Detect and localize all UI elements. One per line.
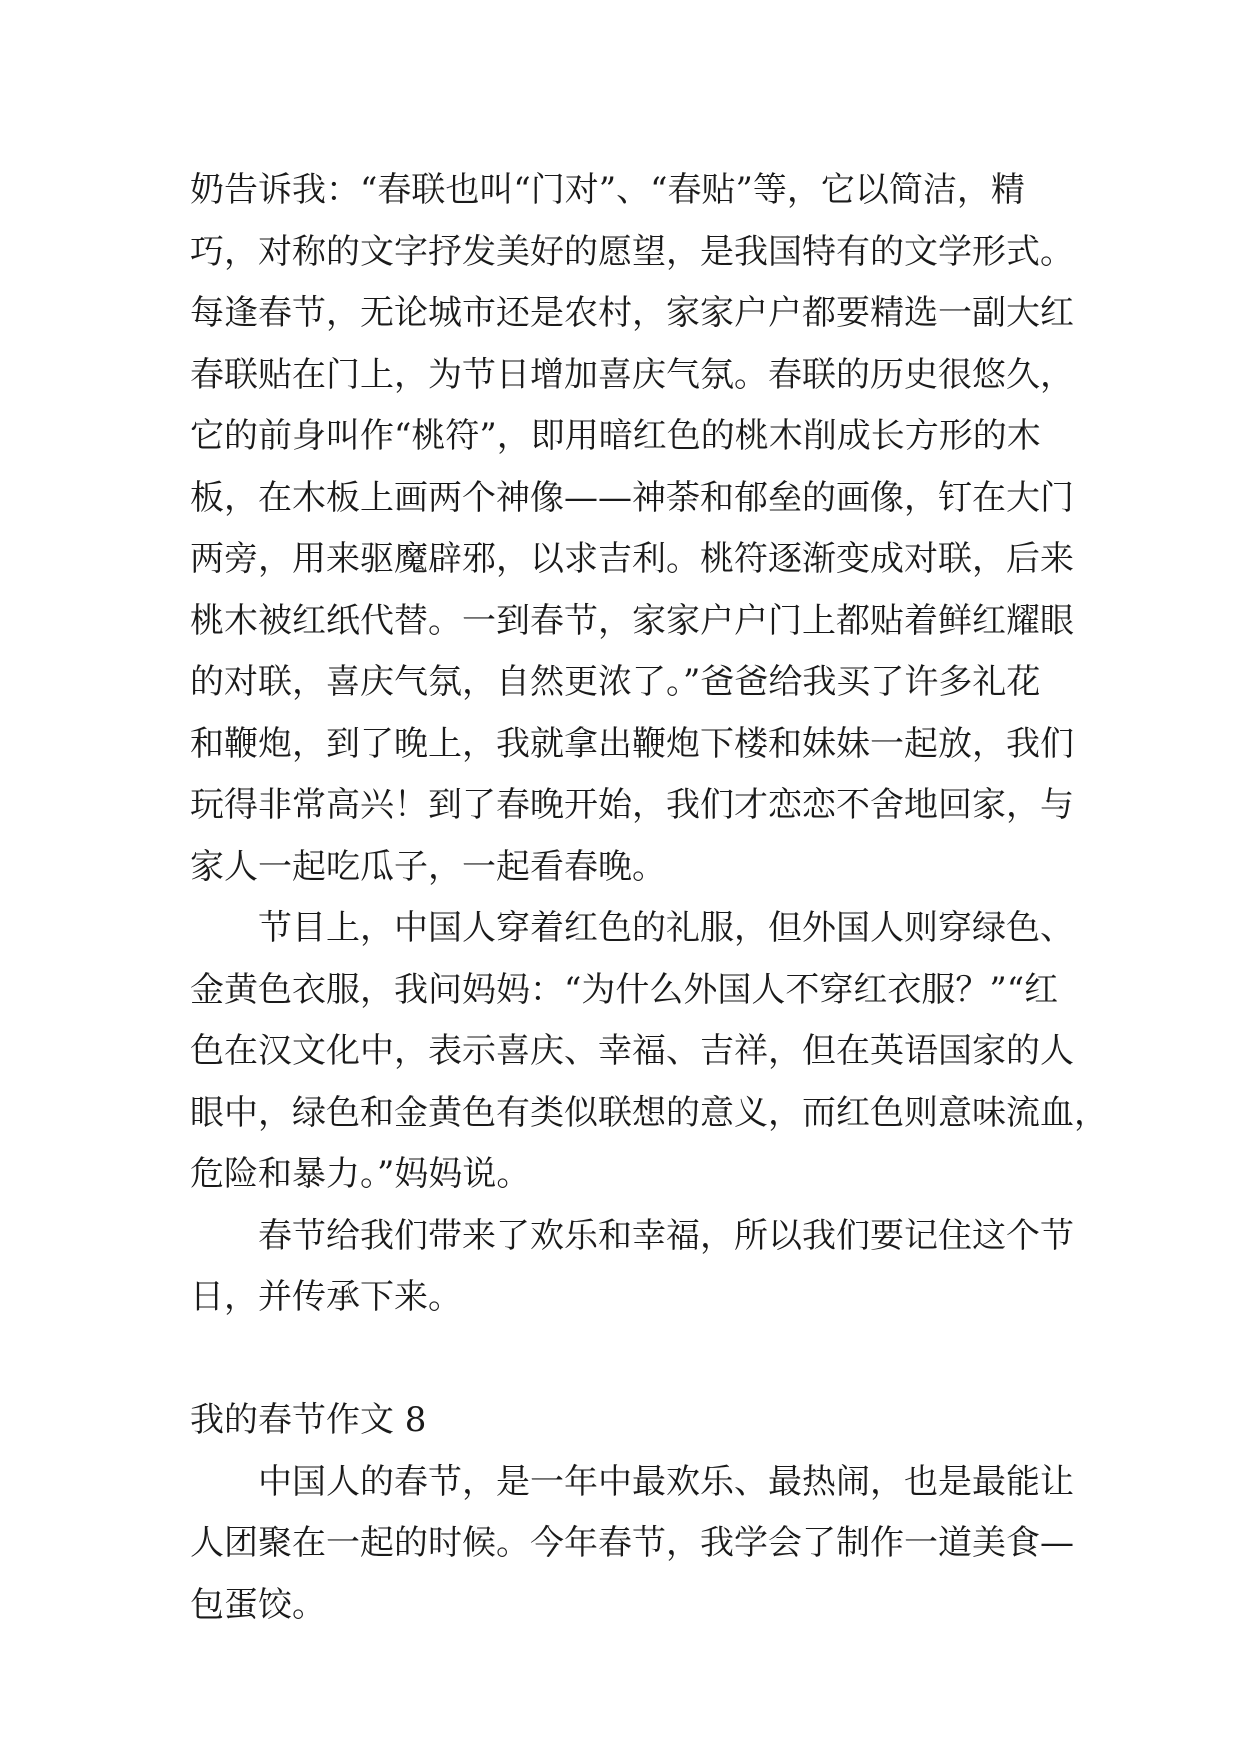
document-body — [190, 160, 1108, 1636]
paragraph — [190, 1206, 1074, 1329]
text-line: 和鞭炮，到了晚上，我就拿出鞭炮下楼和妹妹一起放，我们 — [190, 723, 1074, 764]
text-line: 色在汉文化中，表示喜庆、幸福、吉祥，但在英语国家的人 — [190, 1031, 1074, 1071]
paragraph — [190, 1452, 1074, 1637]
text-line: 的对联，喜庆气氛，自然更浓了。”爸爸给我买了许多礼花 — [190, 662, 1041, 702]
text-line: 家人一起吃瓜子，一起看春晚。 — [190, 846, 666, 887]
text-line: 奶告诉我：“春联也叫“门对”、“春贴”等，它以简洁，精 — [190, 170, 1025, 210]
text-line: 板，在木板上画两个神像——神荼和郁垒的画像，钉在大门 — [190, 477, 1074, 518]
text-line: 金黄色衣服，我问妈妈：“为什么外国人不穿红衣服？”“红 — [190, 969, 1059, 1010]
paragraph — [190, 898, 1108, 1206]
text-line: 玩得非常高兴！到了春晚开始，我们才恋恋不舍地回家，与 — [190, 785, 1074, 825]
text-line: 人团聚在一起的时候。今年春节，我学会了制作一道美食— — [190, 1523, 1074, 1563]
text-line: 巧，对称的文字抒发美好的愿望，是我国特有的文学形式。 — [190, 231, 1074, 272]
text-line: 每逢春节，无论城市还是农村，家家户户都要精选一副大红 — [190, 293, 1074, 333]
text-line: 春联贴在门上，为节日增加喜庆气氛。春联的历史很悠久， — [190, 354, 1074, 395]
blank-line — [190, 1329, 1050, 1391]
text-line: 两旁，用来驱魔辟邪，以求吉利。桃符逐渐变成对联，后来 — [190, 539, 1074, 579]
text-line: 中国人的春节，是一年中最欢乐、最热闹，也是最能让 — [258, 1461, 1074, 1502]
paragraph — [190, 160, 1074, 898]
text-line: 春节给我们带来了欢乐和幸福，所以我们要记住这个节 — [258, 1215, 1074, 1256]
text-line: 节目上，中国人穿着红色的礼服，但外国人则穿绿色、 — [258, 908, 1074, 948]
text-line: 它的前身叫作“桃符”，即用暗红色的桃木削成长方形的木 — [190, 416, 1041, 456]
text-line: 日，并传承下来。 — [190, 1277, 462, 1317]
text-line: 包蛋饺。 — [190, 1584, 326, 1625]
text-line: 危险和暴力。”妈妈说。 — [190, 1154, 531, 1194]
text-line: 眼中，绿色和金黄色有类似联想的意义，而红色则意味流血， — [190, 1092, 1108, 1133]
section-title: 我的春节作文 8 — [190, 1400, 427, 1440]
text-line: 桃木被红纸代替。一到春节，家家户户门上都贴着鲜红耀眼 — [190, 600, 1074, 641]
